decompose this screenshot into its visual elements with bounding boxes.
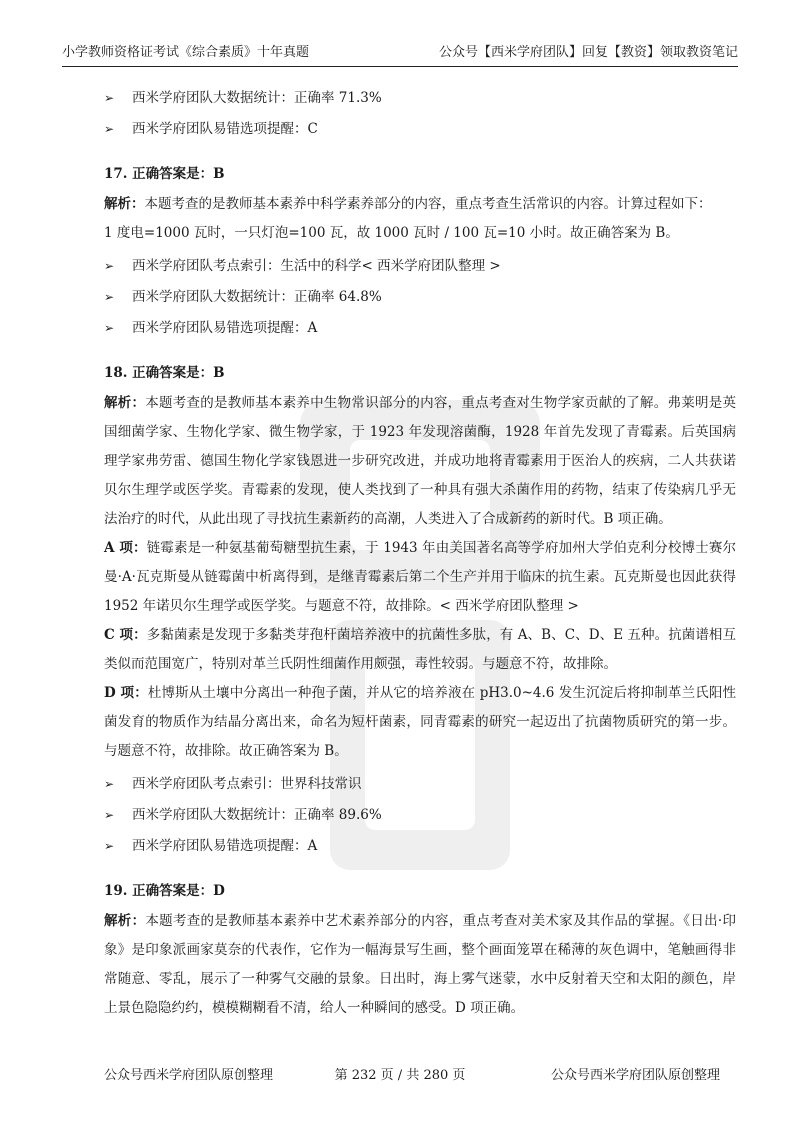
q18-analysis: 解析：本题考查的是教师基本素养中生物常识部分的内容，重点考查对生物学家贡献的了解。弗莱明是英国细菌学家、生物化学家、微生物学家，于 1923 年发现溶菌酶，1928 年首先发现了青霉素。后英国病理学家弗劳雷、德国生物化学家钱恩进一步研究改进，并成功地将青霉素用于医治人的疾病，二人共获诺贝尔生理学或医学奖。青霉素的发现，使人类找到了一种具有强大杀菌作用的药物，结束了传染病几乎无法治疗的时代，从此出现了寻找抗生素新药的高潮，人类进入了合成新药的新时代。B 项正确。 <box>104 395 736 527</box>
header-promo: 公众号【西米学府团队】回复【教资】领取教资笔记 <box>438 45 738 60</box>
q17-calc: 1 度电=1000 瓦时，一只灯泡=100 瓦，故 1000 瓦时 / 100 瓦=10 小时。故正确答案为 B。 <box>104 225 679 241</box>
q17-stat-accuracy: ➢ 西米学府团队大数据统计：正确率 64.8% <box>104 283 736 312</box>
q18-error-option: ➢ 西米学府团队易错选项提醒：A <box>104 832 736 861</box>
q18-option-c: C 项：多黏菌素是发现于多黏类芽孢杆菌培养液中的抗菌性多肽，有 A、B、C、D、E 五种。抗菌谱相互类似而范围宽广，特别对革兰氏阴性细菌作用颇强，毒性较弱。与题意不符，故排除。 <box>104 627 736 672</box>
arrow-bullet-icon: ➢ <box>104 808 115 822</box>
q19-heading: 19. 正确答案是：D <box>104 883 225 899</box>
footer-left: 公众号西米学府团队原创整理 <box>104 1068 274 1083</box>
header-title: 小学教师资格证考试《综合素质》十年真题 <box>62 45 310 60</box>
arrow-bullet-icon: ➢ <box>104 91 115 105</box>
page-header <box>62 40 738 67</box>
q17-error-option: ➢ 西米学府团队易错选项提醒：A <box>104 314 736 343</box>
page-content <box>104 82 736 1023</box>
q18-stat-accuracy: ➢ 西米学府团队大数据统计：正确率 89.6% <box>104 801 736 830</box>
q18-heading: 18. 正确答案是：B <box>104 365 225 381</box>
q17-heading: 17. 正确答案是：B <box>104 166 225 182</box>
q18-option-d: D 项：杜博斯从土壤中分离出一种孢子菌，并从它的培养液在 pH3.0~4.6 发生沉淀后将抑制革兰氏阳性菌发育的物质作为结晶分离出来，命名为短杆菌素，同青霉素的研究一起迈出了抗菌物质研究的第一步。与题意不符，故排除。故正确答案为 B。 <box>104 685 736 759</box>
q18-topic-index: ➢ 西米学府团队考点索引：世界科技常识 <box>104 770 736 799</box>
q18-option-a: A 项：链霉素是一种氨基葡萄糖型抗生素，于 1943 年由美国著名高等学府加州大学伯克利分校博士赛尔曼·A·瓦克斯曼从链霉菌中析离得到，是继青霉素后第二个生产并用于临床的抗生素。瓦克斯曼也因此获得 1952 年诺贝尔生理学或医学奖。与题意不符，故排除。< 西米学府团队整理 > <box>104 540 736 614</box>
q19-analysis: 解析：本题考查的是教师基本素养中艺术素养部分的内容，重点考查对美术家及其作品的掌握。《日出·印象》是印象派画家莫奈的代表作，它作为一幅海景写生画，整个画面笼罩在稀薄的灰色调中，笔触画得非常随意、零乱，展示了一种雾气交融的景象。日出时，海上雾气迷蒙，水中反射着天空和太阳的颜色，岸上景色隐隐约约，模模糊糊看不清，给人一种瞬间的感受。D 项正确。 <box>104 913 737 1016</box>
arrow-bullet-icon: ➢ <box>104 777 115 791</box>
page-number: 第 232 页 / 共 280 页 <box>334 1068 466 1083</box>
q17-topic-index: ➢ 西米学府团队考点索引：生活中的科学< 西米学府团队整理 > <box>104 252 736 281</box>
arrow-bullet-icon: ➢ <box>104 122 115 136</box>
arrow-bullet-icon: ➢ <box>104 839 115 853</box>
footer-right: 公众号西米学府团队原创整理 <box>550 1068 720 1083</box>
error-option-prev: ➢ 西米学府团队易错选项提醒：C <box>104 115 736 144</box>
arrow-bullet-icon: ➢ <box>104 259 115 273</box>
stat-accuracy-prev: ➢ 西米学府团队大数据统计：正确率 71.3% <box>104 84 736 113</box>
arrow-bullet-icon: ➢ <box>104 321 115 335</box>
q17-analysis: 解析：本题考查的是教师基本素养中科学素养部分的内容，重点考查生活常识的内容。计算过程如下： <box>104 196 712 212</box>
arrow-bullet-icon: ➢ <box>104 290 115 304</box>
